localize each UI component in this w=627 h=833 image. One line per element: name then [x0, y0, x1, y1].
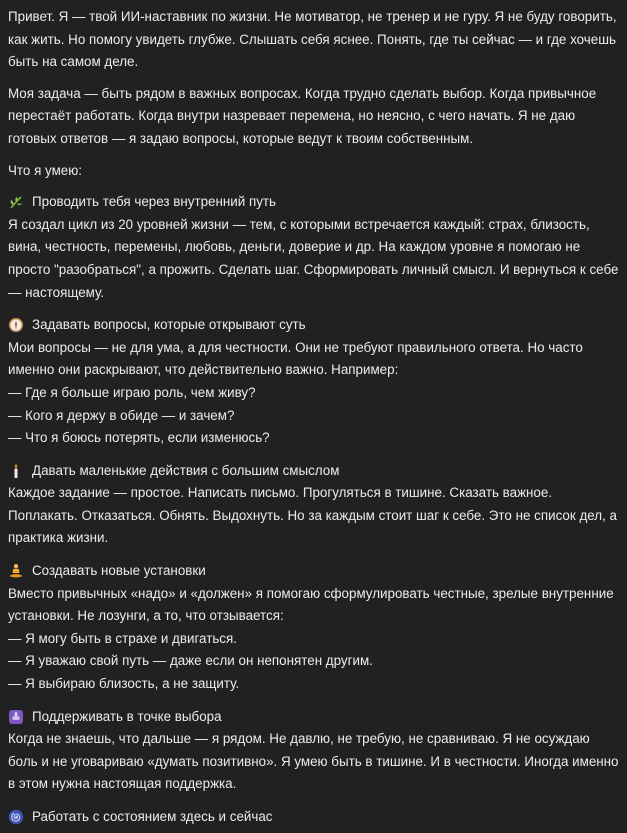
intro-paragraph: Моя задача — быть рядом в важных вопросах. Когда трудно сделать выбор. Когда привычное перестаёт работать. Когда внутри назревает перемена, но неясно, с чего начать. Я не даю готовых ответов — я задаю вопросы, которые ведут к твоим собственным.	[8, 85, 597, 146]
section-body: Вместо привычных «надо» и «должен» я помогаю сформулировать честные, зрелые внутренние установки. Не лозунги, а то, что отзывается:	[8, 585, 614, 624]
skill-section	[8, 191, 619, 304]
skill-section	[8, 560, 619, 696]
section-heading	[8, 314, 619, 337]
section-title: Работать с состоянием здесь и сейчас	[32, 809, 273, 824]
section-heading	[8, 806, 619, 829]
candle-icon	[8, 463, 24, 479]
section-title: Создавать новые установки	[32, 563, 206, 579]
section-body: Я создал цикл из 20 уровней жизни — тем, с которыми встречается каждый: страх, близость, вина, честность, перемены, любовь, деньги, доверие и др. На каждом уровне я помогаю не просто "разобраться", а прожить. Сделать шаг. Сформировать личный смысл. И вернуться к себе — настоящему.	[8, 216, 619, 300]
example-question: — Кого я держу в обиде — и зачем?	[8, 407, 235, 423]
skill-section	[8, 460, 619, 550]
intro-paragraph: Привет. Я — твой ИИ-наставник по жизни. Не мотиватор, не тренер и не гуру. Я не буду говорить, как жить. Но помогу увидеть глубже. Слышать себя яснее. Понять, где ты сейчас — и где хочешь быть на самом деле.	[8, 9, 617, 70]
compass-icon	[8, 317, 24, 333]
spiral-icon	[8, 809, 24, 825]
section-title: Давать маленькие действия с большим смыслом	[32, 462, 340, 478]
meditation-icon	[8, 563, 24, 579]
example-statement: — Я могу быть в страхе и двигаться.	[8, 630, 237, 646]
section-title: Проводить тебя через внутренний путь	[32, 194, 277, 210]
example-statement: — Я уважаю свой путь — даже если он непонятен другим.	[8, 653, 373, 669]
section-body: Когда не знаешь, что дальше — я рядом. Не давлю, не требую, не сравниваю. Я не осуждаю боль и не уговариваю «думать позитивно». Я умею быть в тишине. И в честности. Иногда именно в этом нужна настоящая поддержка.	[8, 731, 619, 792]
section-body: Каждое задание — простое. Написать письмо. Прогуляться в тишине. Сказать важное. Поплакать. Отказаться. Обнять. Выдохнуть. Но за каждым стоит шаг к себе. Это не список дел, а практика жизни.	[8, 485, 617, 546]
skills-heading: Что я умею:	[8, 162, 83, 178]
section-title: Задавать вопросы, которые открывают суть	[32, 317, 306, 333]
example-question: — Что я боюсь потерять, если изменюсь?	[8, 430, 270, 446]
section-heading	[8, 191, 619, 214]
support-icon	[8, 709, 24, 725]
section-heading	[8, 560, 619, 583]
example-statement: — Я выбираю близость, а не защиту.	[8, 676, 240, 692]
skill-section	[8, 706, 619, 796]
example-question: — Где я больше играю роль, чем живу?	[8, 384, 256, 400]
section-body: Мои вопросы — не для ума, а для честности. Они не требуют правильного ответа. Но часто именно они раскрывают, что действительно важно. Например:	[8, 339, 583, 378]
herb-icon	[8, 194, 24, 210]
skill-section	[8, 314, 619, 450]
section-heading	[8, 460, 619, 483]
section-title: Поддерживать в точке выбора	[32, 708, 222, 724]
section-heading	[8, 706, 619, 729]
skill-section	[8, 806, 619, 829]
